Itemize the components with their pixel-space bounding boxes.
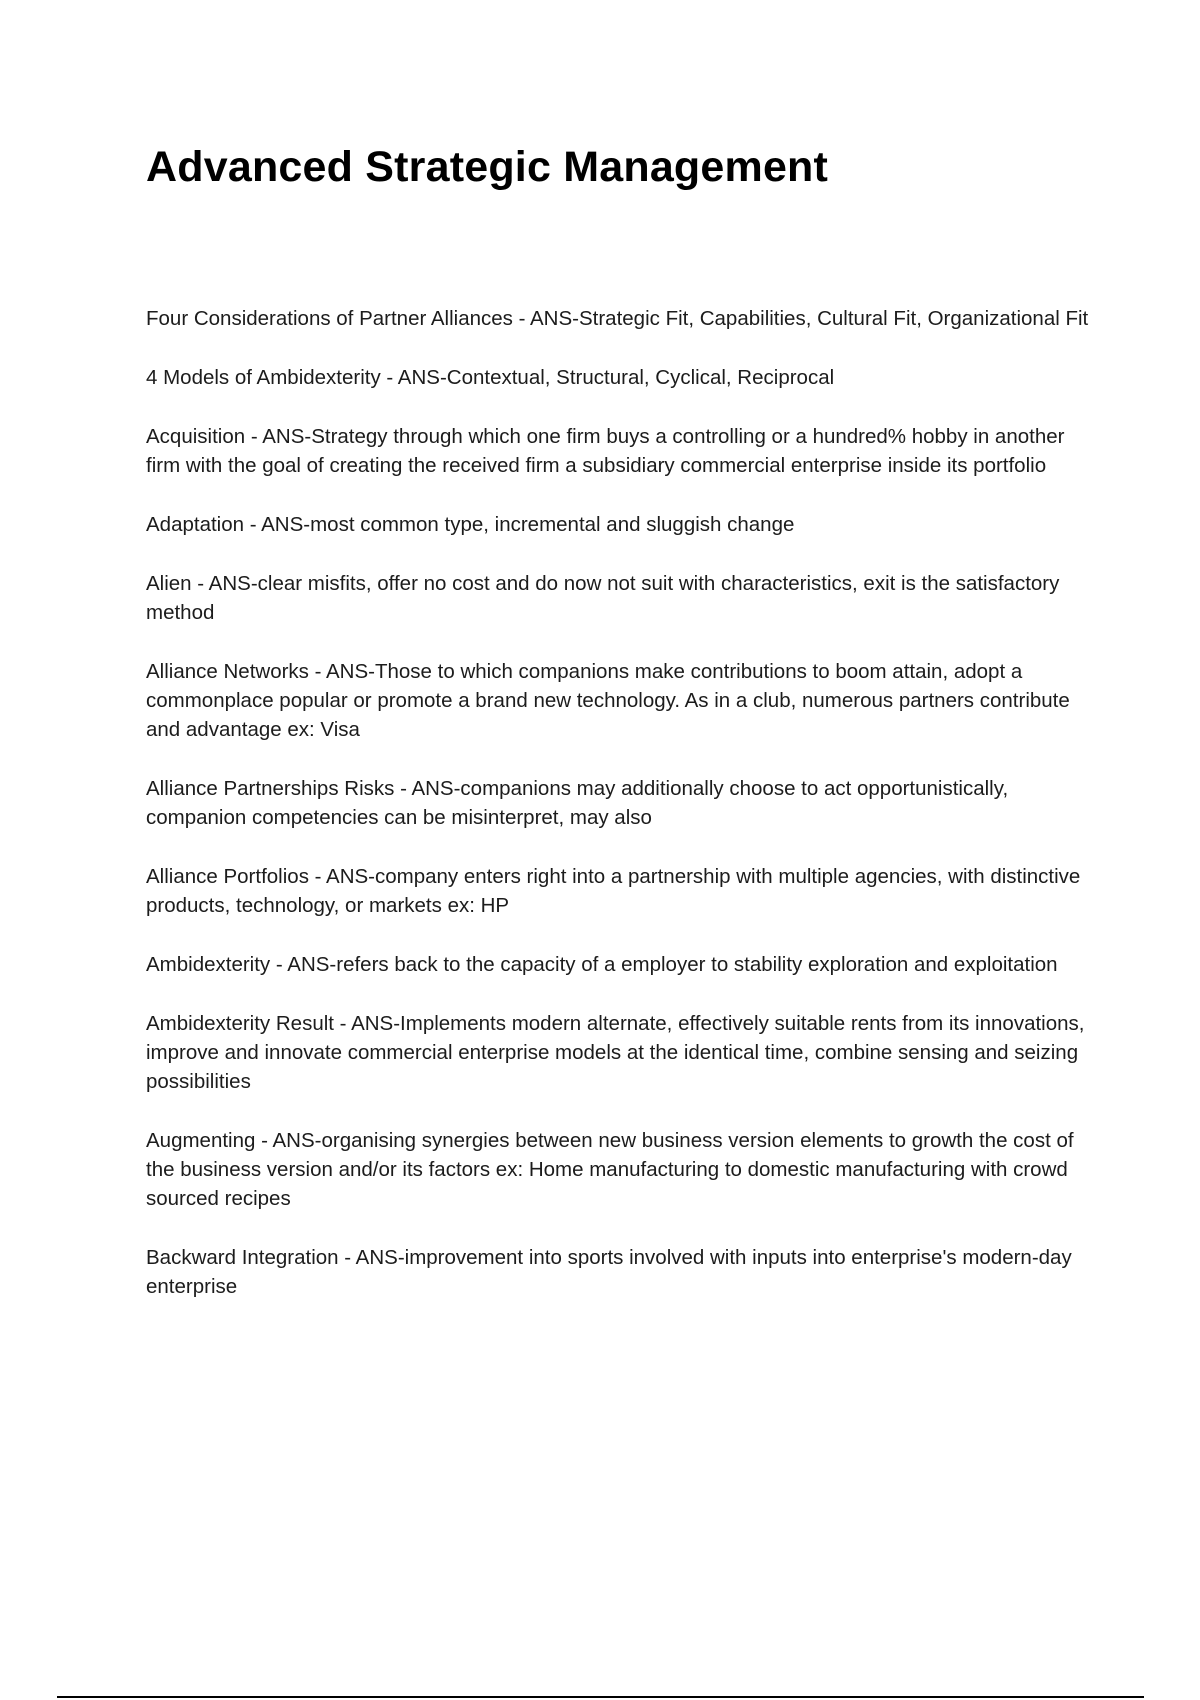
page-title: Advanced Strategic Management <box>146 143 829 191</box>
definition-item: Alliance Portfolios - ANS-company enters right into a partnership with multiple agencies, with distinctive products, technology, or markets ex: HP <box>146 865 1081 917</box>
definition-item: Alliance Networks - ANS-Those to which companions make contributions to boom attain, adopt a commonplace popular or promote a brand new technology. As in a club, numerous partners contribute and advantage ex: Visa <box>146 660 1070 741</box>
footer-divider <box>57 1696 1144 1698</box>
definition-item: Adaptation - ANS-most common type, incremental and sluggish change <box>146 513 795 536</box>
definition-item: Alliance Partnerships Risks - ANS-companions may additionally choose to act opportunistically, companion competencies can be misinterpret, may also <box>146 777 1009 829</box>
definition-item: Acquisition - ANS-Strategy through which one firm buys a controlling or a hundred% hobby in another firm with the goal of creating the received firm a subsidiary commercial enterprise inside its portfolio <box>146 425 1065 477</box>
definition-item: Augmenting - ANS-organising synergies between new business version elements to growth the cost of the business version and/or its factors ex: Home manufacturing to domestic manufacturing with crowd sourced recipes <box>146 1129 1074 1210</box>
definition-item: Ambidexterity Result - ANS-Implements modern alternate, effectively suitable rents from its innovations, improve and innovate commercial enterprise models at the identical time, combine sensing and seizing possibilities <box>146 1012 1085 1093</box>
definition-item: Alien - ANS-clear misfits, offer no cost and do now not suit with characteristics, exit is the satisfactory method <box>146 572 1060 624</box>
definition-list <box>146 304 1096 1331</box>
definition-item: Four Considerations of Partner Alliances - ANS-Strategic Fit, Capabilities, Cultural Fit, Organizational Fit <box>146 307 1089 330</box>
definition-item: 4 Models of Ambidexterity - ANS-Contextual, Structural, Cyclical, Reciprocal <box>146 366 835 389</box>
definition-item: Backward Integration - ANS-improvement into sports involved with inputs into enterprise's modern-day enterprise <box>146 1246 1072 1298</box>
definition-item: Ambidexterity - ANS-refers back to the capacity of a employer to stability exploration and exploitation <box>146 953 1058 976</box>
